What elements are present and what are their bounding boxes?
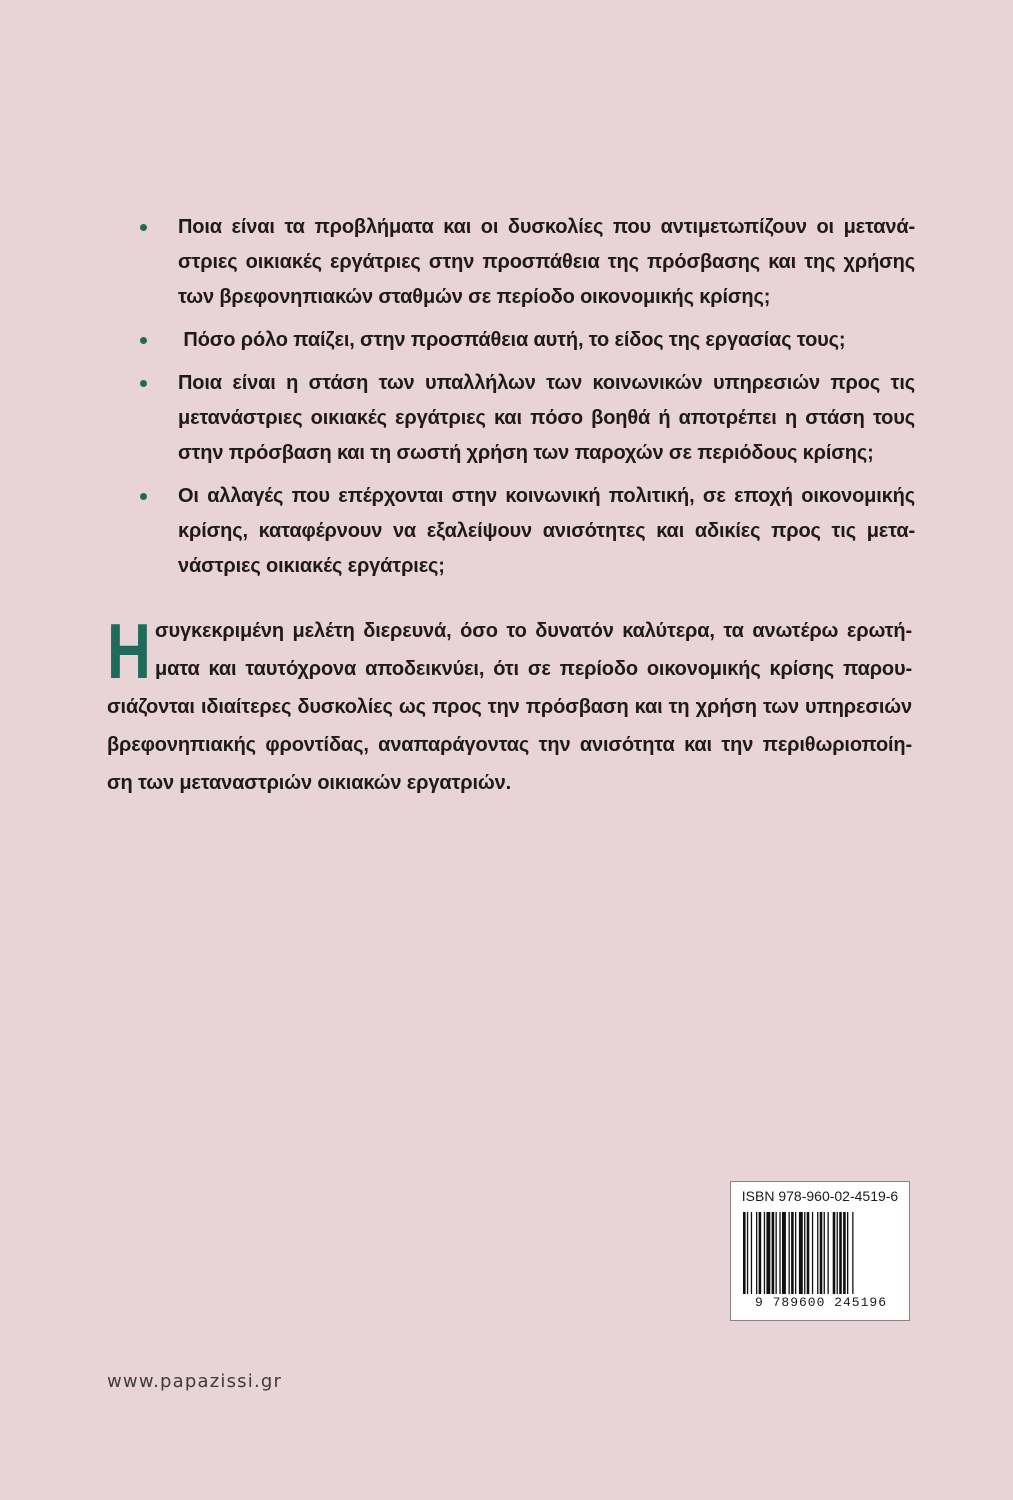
barcode-bar [756,1212,757,1294]
barcode-bar [847,1212,848,1294]
text-line: Ποια είναι τα προβλήματα και οι δυσκολίες που αντιμετωπίζουν οι μετανά- [178,216,915,238]
barcode-bar [782,1212,786,1294]
barcode-bar [833,1212,836,1294]
barcode-digits: 9 789600 245196 [754,1295,888,1310]
text-line: των βρεφονηπιακών σταθμών σε περίοδο οικονομικής κρίσης; [178,286,771,308]
question-item [140,323,915,358]
barcode-bar [828,1212,829,1294]
question-item [140,210,915,315]
text-line: βρεφονηπιακής φροντίδας, αναπαράγοντας την ανισότητα και την περιθωριοποίη- [107,734,912,756]
barcode-bar [852,1212,853,1294]
text-line: μετανάστριες οικιακές εργάτριες και πόσο βοηθά ή αποτρέπει η στάση τους [178,407,915,429]
barcode-bar [776,1212,777,1294]
text-line: σιάζονται ιδιαίτερες δυσκολίες ως προς την πρόσβαση και τη χρήση των υπηρεσιών [107,696,912,718]
drop-cap: Η [107,607,151,695]
barcode-bar [843,1212,846,1294]
barcode-bar [839,1212,842,1294]
barcode-bar [799,1212,803,1294]
text-line: συγκεκριμένη μελέτη διερευνά, όσο το δυνατόν καλύτερα, τα ανωτέρω ερωτή- [155,620,912,642]
isbn-barcode-box [730,1181,910,1321]
bullet-dot-icon [140,337,147,344]
text-line: κρίσης, καταφέρνουν να εξαλείψουν ανισότητες και αδικίες προς τις μετα- [178,520,915,542]
barcode-bar [772,1212,775,1294]
question-item [140,366,915,471]
bullet-dot-icon [140,224,147,231]
barcode-bar [747,1212,748,1294]
barcode-bar [766,1212,770,1294]
barcode-bar [759,1212,762,1294]
isbn-label: ISBN 978-960-02-4519-6 [741,1188,899,1204]
barcode-bar [804,1212,805,1294]
text-line: ση των μεταναστριών οικιακών εργατριών. [107,772,512,794]
barcode-bar [791,1212,794,1294]
barcode-bar [789,1212,790,1294]
barcode-bar [743,1212,746,1294]
question-list [140,210,915,592]
barcode-bar [824,1212,825,1294]
text-line: νάστριες οικιακές εργάτριες; [178,555,445,577]
text-line: στριες οικιακές εργάτριες στην προσπάθεια της πρόσβασης και της χρήσης [178,251,915,273]
bullet-dot-icon [140,493,147,500]
text-line: Πόσο ρόλο παίζει, στην προσπάθεια αυτή, το είδος της εργασίας τους; [178,329,846,351]
barcode-bar [795,1212,796,1294]
text-line: Ποια είναι η στάση των υπαλλήλων των κοινωνικών υπηρεσιών προς τις [178,372,915,394]
publisher-website: www.papazissi.gr [107,1371,283,1392]
text-line: Οι αλλαγές που επέρχονται στην κοινωνική πολιτική, σε εποχή οικονομικής [178,485,915,507]
text-line: ματα και ταυτόχρονα αποδεικνύει, ότι σε περίοδο οικονομικής κρίσης παρου- [155,658,912,680]
summary-paragraph [107,607,912,802]
barcode-bar [812,1212,813,1294]
question-item [140,479,915,584]
barcode-bar [751,1212,752,1294]
barcode-bar [807,1212,810,1294]
barcode-bar [820,1212,823,1294]
barcode-bar [764,1212,765,1294]
barcode-icon [743,1212,899,1294]
bullet-dot-icon [140,380,147,387]
barcode-bar [817,1212,818,1294]
barcode-bar [779,1212,780,1294]
text-line: στην πρόσβαση και τη σωστή χρήση των παροχών σε περιόδους κρίσης; [178,442,874,464]
barcode-bar [837,1212,838,1294]
